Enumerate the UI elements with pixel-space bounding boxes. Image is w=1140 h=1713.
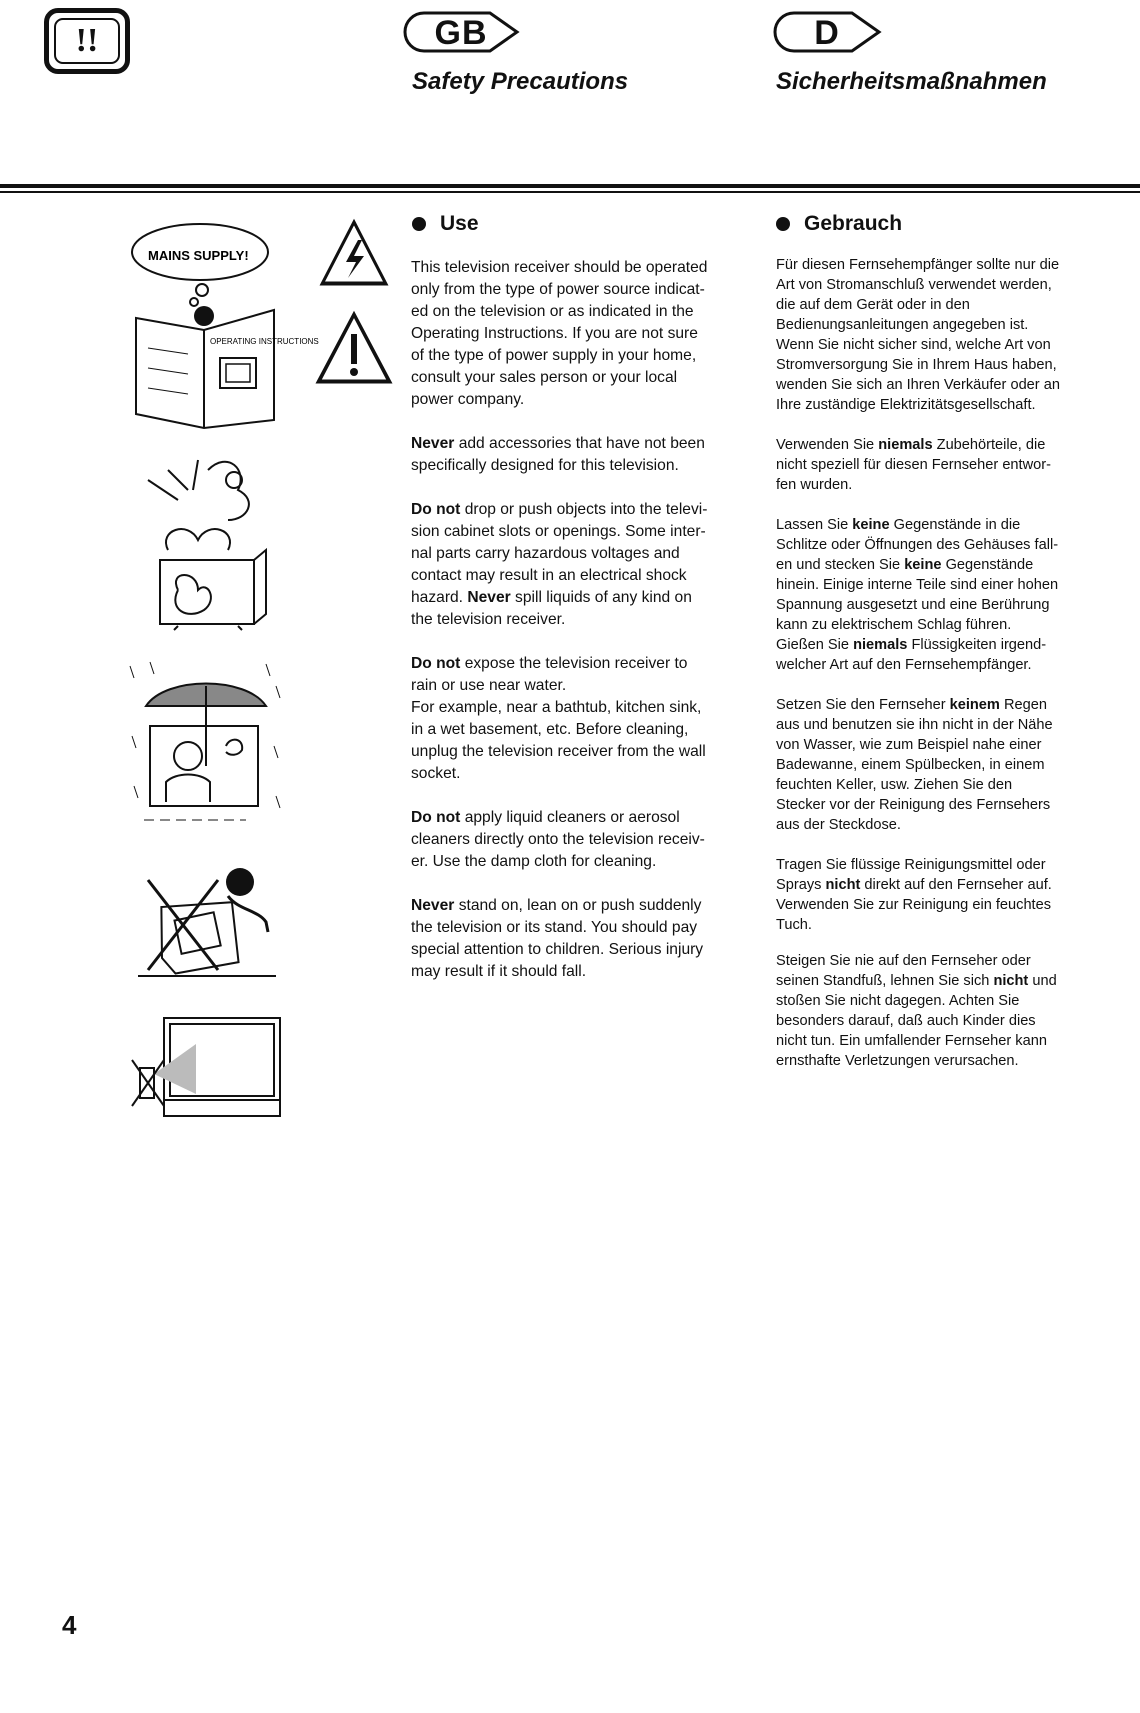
text-span: Regen bbox=[999, 697, 1047, 713]
text-line: power company. bbox=[411, 391, 525, 408]
text-line: nal parts carry hazardous voltages and bbox=[411, 545, 680, 562]
text-line: Badewanne, einem Spülbecken, in einem bbox=[776, 757, 1045, 773]
text-line: stoßen Sie nicht dagegen. Achten Sie bbox=[776, 993, 1020, 1009]
text-line bbox=[411, 499, 731, 521]
text-line: Verwenden Sie zur Reinigung ein feuchtes bbox=[776, 897, 1052, 913]
text-line: von Wasser, wie zum Beispiel nahe einer bbox=[776, 737, 1042, 753]
text-span: Lassen Sie bbox=[776, 517, 853, 533]
text-line: Spannung ausgesetzt und eine Berührung bbox=[776, 597, 1050, 613]
section-heading-gebrauch bbox=[776, 212, 902, 236]
text-line: the television or its stand. You should pay bbox=[411, 919, 698, 936]
text-line: contact may result in an electrical shock bbox=[411, 567, 687, 584]
text-line bbox=[411, 587, 731, 609]
text-span: apply liquid cleaners or aerosol bbox=[460, 809, 680, 826]
text-line: For example, near a bathtub, kitchen sink, bbox=[411, 699, 702, 716]
tv-no-spray-cleaner-illustration bbox=[130, 1014, 286, 1120]
text-line bbox=[411, 433, 731, 455]
emphasis: keinem bbox=[949, 697, 1000, 713]
text-line: hinein. Einige interne Teile sind einer hohen bbox=[776, 577, 1059, 593]
bullet-icon bbox=[412, 217, 426, 231]
text-line: rain or use near water. bbox=[411, 677, 567, 694]
text-line: Art von Stromanschluß verwendet werden, bbox=[776, 277, 1052, 293]
text-line: special attention to children. Serious injury bbox=[411, 941, 704, 958]
text-line bbox=[411, 895, 731, 917]
gb-paragraph-cleaners bbox=[411, 807, 731, 873]
page-number: 4 bbox=[62, 1610, 77, 1640]
emphasis: nicht bbox=[993, 973, 1029, 989]
language-badge-de bbox=[772, 10, 882, 54]
text-span: Sprays bbox=[776, 877, 826, 893]
text-line: Ihre zuständige Elektrizitätsgesellschaft. bbox=[776, 397, 1036, 413]
text-line: besonders darauf, daß auch Kinder dies bbox=[776, 1013, 1036, 1029]
gb-paragraph-water bbox=[411, 653, 731, 785]
child-climbing-tv-illustration bbox=[128, 860, 288, 980]
text-span: direkt auf den Fernseher auf. bbox=[860, 877, 1052, 893]
text-line: er. Use the damp cloth for cleaning. bbox=[411, 853, 657, 870]
text-line: cleaners directly onto the television receiv- bbox=[411, 831, 705, 848]
text-line: wenden Sie sich an Ihren Verkäufer oder an bbox=[776, 377, 1060, 393]
text-span: seinen Standfuß, lehnen Sie sich bbox=[776, 973, 994, 989]
gb-paragraph-objects bbox=[411, 499, 731, 631]
mains-bubble-text: MAINS SUPPLY! bbox=[148, 248, 249, 263]
text-line: die auf dem Gerät oder in den bbox=[776, 297, 970, 313]
text-line: fen wurden. bbox=[776, 477, 853, 493]
text-line: sion cabinet slots or openings. Some inter- bbox=[411, 523, 706, 540]
text-line: Steigen Sie nie auf den Fernseher oder bbox=[776, 953, 1031, 969]
warning-icon-label: !! bbox=[75, 22, 99, 59]
gb-paragraph-stand bbox=[411, 895, 731, 983]
text-line: socket. bbox=[411, 765, 461, 782]
text-line: specifically designed for this television. bbox=[411, 457, 679, 474]
heading-text: Use bbox=[440, 212, 479, 235]
text-line: aus der Steckdose. bbox=[776, 817, 901, 833]
caution-warning-icon bbox=[314, 310, 394, 388]
text-span: Gegenstände in die bbox=[889, 517, 1021, 533]
gb-paragraph-accessories bbox=[411, 433, 731, 477]
section-heading-use bbox=[412, 212, 479, 236]
text-line: Stromversorgung Sie in Ihrem Haus haben, bbox=[776, 357, 1057, 373]
text-line: Stecker vor der Reinigung des Fernsehers bbox=[776, 797, 1051, 813]
de-paragraph-reinigung bbox=[776, 855, 1106, 935]
text-span: Gegenstände bbox=[941, 557, 1034, 573]
header-divider-thin bbox=[0, 191, 1140, 193]
page-title-gb: Safety Precautions bbox=[412, 68, 629, 95]
text-line: consult your sales person or your local bbox=[411, 369, 678, 386]
text-line: unplug the television receiver from the wall bbox=[411, 743, 706, 760]
text-line bbox=[776, 971, 1106, 991]
text-line: the television receiver. bbox=[411, 611, 566, 628]
text-line bbox=[776, 635, 1106, 655]
text-line: may result if it should fall. bbox=[411, 963, 587, 980]
text-span: expose the television receiver to bbox=[460, 655, 688, 672]
emphasis: niemals bbox=[853, 637, 908, 653]
text-line: nicht tun. Ein umfallender Fernseher kann bbox=[776, 1033, 1047, 1049]
text-line: kann zu elektrischem Schlag führen. bbox=[776, 617, 1012, 633]
text-line: in a wet basement, etc. Before cleaning, bbox=[411, 721, 689, 738]
de-paragraph-regen bbox=[776, 695, 1106, 835]
text-span: spill liquids of any kind on bbox=[510, 589, 692, 606]
de-paragraph-stromanschluss bbox=[776, 255, 1106, 415]
text-span: Gießen Sie bbox=[776, 637, 854, 653]
de-paragraph-standfuss bbox=[776, 951, 1106, 1071]
text-line: Für diesen Fernsehempfänger sollte nur die bbox=[776, 257, 1060, 273]
text-span: Verwenden Sie bbox=[776, 437, 879, 453]
text-span: add accessories that have not been bbox=[454, 435, 705, 452]
text-line: welcher Art auf den Fernsehempfänger. bbox=[776, 657, 1032, 673]
text-line: Wenn Sie nicht sicher sind, welche Art von bbox=[776, 337, 1051, 353]
text-line: ernsthafte Verletzungen verursachen. bbox=[776, 1053, 1019, 1069]
text-span: Zubehörteile, die bbox=[932, 437, 1046, 453]
text-line bbox=[776, 555, 1106, 575]
text-span: en und stecken Sie bbox=[776, 557, 905, 573]
electric-shock-warning-icon bbox=[318, 218, 390, 290]
text-line bbox=[776, 875, 1106, 895]
manual-cover-text: OPERATING INSTRUCTIONS bbox=[210, 337, 319, 346]
heading-text: Gebrauch bbox=[804, 212, 903, 235]
tv-rain-umbrella-illustration bbox=[126, 656, 286, 826]
text-span: stand on, lean on or push suddenly bbox=[454, 897, 702, 914]
page-title-de: Sicherheitsmaßnahmen bbox=[776, 68, 1047, 95]
text-line bbox=[411, 807, 731, 829]
text-line: of the type of power supply in your home, bbox=[411, 347, 697, 364]
text-line: Tragen Sie flüssige Reinigungsmittel oder bbox=[776, 857, 1046, 873]
gb-paragraph-power-source bbox=[411, 257, 731, 411]
text-line bbox=[776, 515, 1106, 535]
emphasis: keine bbox=[852, 517, 890, 533]
de-paragraph-zubehoer bbox=[776, 435, 1106, 495]
emphasis: niemals bbox=[878, 437, 933, 453]
mains-supply-illustration bbox=[128, 218, 319, 428]
emphasis: Never bbox=[411, 897, 455, 914]
de-paragraph-gegenstaende bbox=[776, 515, 1106, 675]
text-line: nicht speziell für diesen Fernseher entwor- bbox=[776, 457, 1051, 473]
text-line bbox=[776, 695, 1106, 715]
text-line: feuchten Keller, usw. Ziehen Sie den bbox=[776, 777, 1013, 793]
text-span: Flüssigkeiten irgend- bbox=[907, 637, 1047, 653]
badge-label: D bbox=[814, 14, 840, 52]
safety-warning-icon bbox=[44, 8, 130, 74]
emphasis: nicht bbox=[825, 877, 861, 893]
bullet-icon bbox=[776, 217, 790, 231]
badge-label: GB bbox=[434, 14, 488, 52]
emphasis: Never bbox=[467, 589, 511, 606]
emphasis: Do not bbox=[411, 655, 461, 672]
text-line: aus und benutzen sie ihn nicht in der Nähe bbox=[776, 717, 1053, 733]
text-line bbox=[411, 653, 731, 675]
text-line: Schlitze oder Öffnungen des Gehäuses fall- bbox=[776, 537, 1059, 553]
text-line: Bedienungsanleitungen angegeben ist. bbox=[776, 317, 1029, 333]
emphasis: keine bbox=[904, 557, 942, 573]
header-divider bbox=[0, 184, 1140, 188]
text-span: drop or push objects into the televi- bbox=[460, 501, 708, 518]
text-line bbox=[776, 435, 1106, 455]
text-line: only from the type of power source indicat- bbox=[411, 281, 705, 298]
text-span: und bbox=[1028, 973, 1057, 989]
text-line: This television receiver should be operated bbox=[411, 259, 708, 276]
language-badge-gb bbox=[402, 10, 520, 54]
text-line: Operating Instructions. If you are not sure bbox=[411, 325, 698, 342]
text-line: ed on the television or as indicated in the bbox=[411, 303, 694, 320]
emphasis: Do not bbox=[411, 809, 461, 826]
cat-spilling-liquid-illustration bbox=[138, 450, 278, 630]
text-span: hazard. bbox=[411, 589, 468, 606]
text-span: Setzen Sie den Fernseher bbox=[776, 697, 950, 713]
text-line: Tuch. bbox=[776, 917, 812, 933]
emphasis: Do not bbox=[411, 501, 461, 518]
emphasis: Never bbox=[411, 435, 455, 452]
